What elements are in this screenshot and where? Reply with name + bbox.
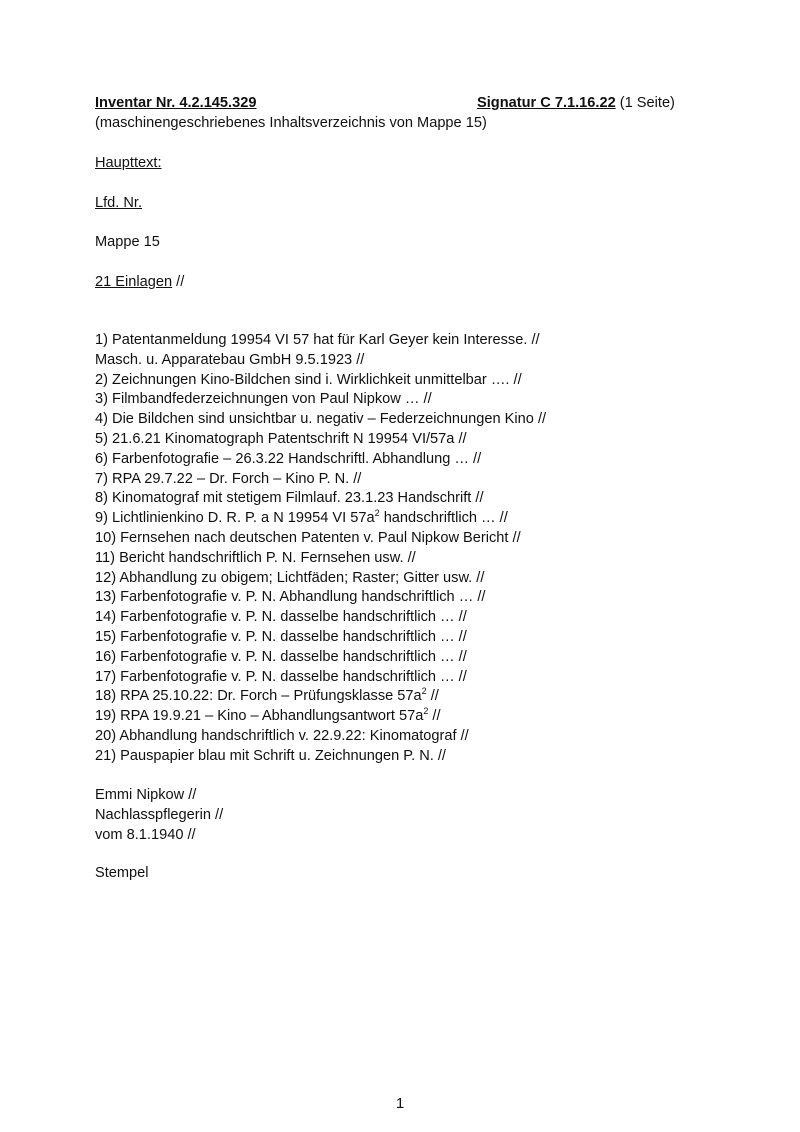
list-item	[95, 351, 546, 371]
page-number: 1	[395, 1095, 405, 1112]
item-text: Masch. u. Apparatebau GmbH 9.5.1923 //	[95, 351, 365, 368]
list-item	[95, 371, 546, 391]
item-text: 1) Patentanmeldung 19954 VI 57 hat für Karl Geyer kein Interesse. //	[95, 332, 540, 348]
item-text: 13) Farbenfotografie v. P. N. Abhandlung handschriftlich … //	[95, 589, 486, 606]
item-text: 8) Kinomatograf mit stetigem Filmlauf. 23.1.23 Handschrift //	[95, 490, 484, 507]
list-item	[95, 489, 546, 509]
list-item	[95, 668, 546, 688]
item-text: 12) Abhandlung zu obigem; Lichtfäden; Raster; Gitter usw. //	[95, 569, 485, 586]
signature-date: vom 8.1.1940 //	[95, 826, 196, 843]
item-text: 19) RPA 19.9.21 – Kino – Abhandlungsantwort 57a	[95, 708, 424, 725]
document-subtitle: (maschinengeschriebenes Inhaltsverzeichnis von Mappe 15)	[95, 114, 487, 131]
item-text: 11) Bericht handschriftlich P. N. Fernsehen usw. //	[95, 549, 416, 566]
item-text: 7) RPA 29.7.22 – Dr. Forch – Kino P. N. //	[95, 470, 362, 487]
einlagen-line	[95, 273, 184, 293]
list-item	[95, 430, 546, 450]
signature-name: Emmi Nipkow //	[95, 787, 197, 803]
list-item	[95, 529, 546, 549]
item-text: 18) RPA 25.10.22: Dr. Forch – Prüfungsklasse 57a	[95, 688, 422, 705]
item-text: 6) Farbenfotografie – 26.3.22 Handschriftl. Abhandlung … //	[95, 450, 482, 467]
item-text: 2) Zeichnungen Kino-Bildchen sind i. Wirklichkeit unmittelbar …. //	[95, 371, 522, 388]
list-item	[95, 608, 546, 628]
item-text: 17) Farbenfotografie v. P. N. dasselbe handschriftlich … //	[95, 668, 467, 685]
item-superscript: 2	[423, 706, 429, 717]
item-text: 3) Filmbandfederzeichnungen von Paul Nipkow … //	[95, 391, 432, 408]
list-item	[95, 331, 546, 351]
list-item	[95, 509, 546, 529]
einlagen-suffix: //	[172, 274, 185, 290]
item-text: 21) Pauspapier blau mit Schrift u. Zeichnungen P. N. //	[95, 747, 446, 764]
list-item	[95, 747, 546, 767]
item-text-tail: handschriftlich … //	[379, 510, 508, 527]
header-line	[95, 94, 675, 114]
item-text: 14) Farbenfotografie v. P. N. dasselbe handschriftlich … //	[95, 609, 467, 626]
item-text: 4) Die Bildchen sind unsichtbar u. negativ – Federzeichnungen Kino //	[95, 411, 547, 428]
list-item	[95, 648, 546, 668]
list-item	[95, 628, 546, 648]
item-text-tail: //	[426, 688, 439, 705]
lfd-nr-label: Lfd. Nr.	[95, 195, 143, 211]
item-text: 5) 21.6.21 Kinomatograph Patentschrift N 19954 VI/57a //	[95, 430, 467, 447]
list-item	[95, 390, 546, 410]
item-text: 10) Fernsehen nach deutschen Patenten v. Paul Nipkow Bericht //	[95, 529, 521, 546]
stempel-label: Stempel	[95, 865, 149, 881]
item-text: 20) Abhandlung handschriftlich v. 22.9.22: Kinomatograf //	[95, 727, 469, 744]
item-superscript: 2	[374, 508, 380, 519]
einlagen-count: 21 Einlagen	[95, 274, 173, 290]
item-text-tail: //	[428, 708, 441, 725]
list-item	[95, 727, 546, 747]
list-item	[95, 687, 546, 707]
document-header	[95, 94, 675, 134]
list-item	[95, 707, 546, 727]
item-text: 9) Lichtlinienkino D. R. P. a N 19954 VI 57a	[95, 510, 375, 527]
item-text: 15) Farbenfotografie v. P. N. dasselbe handschriftlich … //	[95, 628, 467, 645]
list-item	[95, 549, 546, 569]
item-superscript: 2	[421, 686, 427, 697]
inventar-number: Inventar Nr. 4.2.145.329	[95, 95, 257, 111]
list-item	[95, 569, 546, 589]
list-item	[95, 470, 546, 490]
page-count: (1 Seite)	[619, 95, 675, 111]
item-text: 16) Farbenfotografie v. P. N. dasselbe handschriftlich … //	[95, 648, 467, 665]
signature-role: Nachlasspflegerin //	[95, 806, 224, 823]
signatur: Signatur C 7.1.16.22	[477, 95, 616, 111]
list-item	[95, 410, 546, 430]
signature-block	[95, 786, 223, 845]
item-list	[95, 331, 546, 767]
list-item	[95, 450, 546, 470]
mappe-label: Mappe 15	[95, 234, 160, 250]
list-item	[95, 588, 546, 608]
haupttext-label: Haupttext:	[95, 155, 162, 171]
